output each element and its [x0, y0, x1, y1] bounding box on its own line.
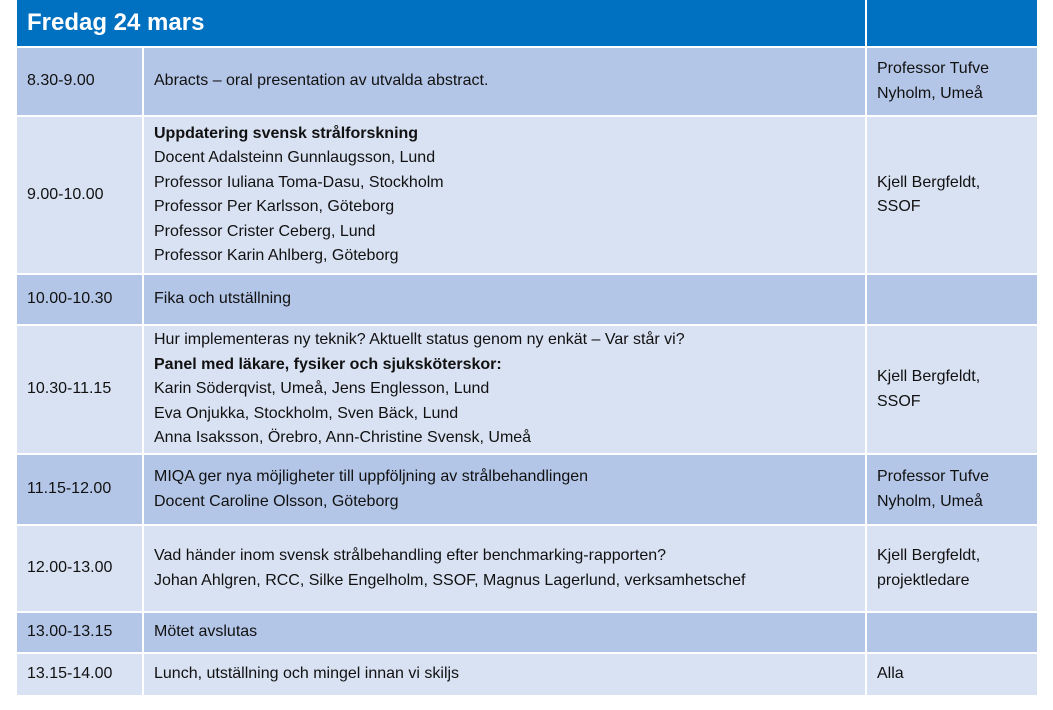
moderator-cell: [867, 654, 1037, 695]
table-row: [17, 48, 1037, 117]
moderator-line: Professor Tufve: [877, 468, 990, 485]
moderator-cell: [867, 613, 1037, 652]
topic-cell: [144, 455, 867, 524]
moderator-line: Alla: [877, 665, 904, 683]
moderator-line: Kjell Bergfeldt,: [877, 368, 981, 385]
moderator-line: projektledare: [877, 571, 970, 589]
moderator-line: Nyholm, Umeå: [877, 492, 983, 510]
time-cell: 9.00-10.00: [17, 117, 144, 273]
table-row: [17, 654, 1037, 695]
topic-line: Docent Adalsteinn Gunnlaugsson, Lund: [154, 149, 436, 166]
topic-heading: Uppdatering svensk strålforskning: [154, 124, 419, 142]
topic-line: Anna Isaksson, Örebro, Ann-Christine Svensk, Umeå: [154, 429, 532, 447]
header-empty-cell: [867, 0, 1037, 46]
table-header: [17, 0, 1037, 48]
topic-line: Docent Caroline Olsson, Göteborg: [154, 492, 399, 510]
topic-line: Karin Söderqvist, Umeå, Jens Englesson, Lund: [154, 380, 490, 398]
topic-cell: [144, 526, 867, 611]
time-cell: 12.00-13.00: [17, 526, 144, 611]
time-cell: 13.00-13.15: [17, 613, 144, 652]
topic-line: Johan Ahlgren, RCC, Silke Engelholm, SSOF, Magnus Lagerlund, verksamhetschef: [154, 571, 746, 589]
topic-line: Abracts – oral presentation av utvalda abstract.: [154, 72, 489, 90]
moderator-line: Nyholm, Umeå: [877, 84, 983, 102]
time-cell: 11.15-12.00: [17, 455, 144, 524]
schedule-table: [17, 0, 1037, 695]
day-title: Fredag 24 mars: [17, 0, 867, 46]
moderator-cell: [867, 275, 1037, 324]
table-row: [17, 526, 1037, 613]
topic-line: Professor Crister Ceberg, Lund: [154, 222, 376, 240]
topic-cell: [144, 613, 867, 652]
moderator-cell: [867, 48, 1037, 115]
topic-line: Professor Karin Ahlberg, Göteborg: [154, 247, 399, 264]
topic-cell: [144, 326, 867, 453]
moderator-cell: [867, 117, 1037, 273]
topic-line: Vad händer inom svensk strålbehandling efter benchmarking-rapporten?: [154, 547, 667, 564]
moderator-cell: [867, 455, 1037, 524]
topic-cell: [144, 654, 867, 695]
moderator-line: Kjell Bergfeldt,: [877, 173, 981, 191]
moderator-line: Kjell Bergfeldt,: [877, 547, 981, 564]
moderator-cell: [867, 526, 1037, 611]
table-row: [17, 326, 1037, 455]
topic-line: Professor Per Karlsson, Göteborg: [154, 198, 395, 215]
topic-line: Lunch, utställning och mingel innan vi skiljs: [154, 665, 460, 683]
moderator-line: SSOF: [877, 198, 921, 215]
topic-line: Hur implementeras ny teknik? Aktuellt status genom ny enkät – Var står vi?: [154, 331, 685, 349]
topic-cell: [144, 275, 867, 324]
time-cell: 8.30-9.00: [17, 48, 144, 115]
topic-line: Professor Iuliana Toma-Dasu, Stockholm: [154, 173, 444, 191]
time-cell: 10.00-10.30: [17, 275, 144, 324]
table-row: [17, 613, 1037, 654]
table-row: [17, 275, 1037, 326]
topic-line: Eva Onjukka, Stockholm, Sven Bäck, Lund: [154, 404, 459, 422]
time-cell: 10.30-11.15: [17, 326, 144, 453]
topic-line: MIQA ger nya möjligheter till uppföljning av strålbehandlingen: [154, 468, 589, 485]
topic-line: Mötet avslutas: [154, 623, 258, 641]
topic-line: Fika och utställning: [154, 290, 291, 308]
moderator-line: Professor Tufve: [877, 60, 990, 77]
topic-heading: Panel med läkare, fysiker och sjuksköterskor:: [154, 355, 502, 373]
table-row: [17, 455, 1037, 526]
topic-cell: [144, 117, 867, 273]
moderator-cell: [867, 326, 1037, 453]
time-cell: 13.15-14.00: [17, 654, 144, 695]
topic-cell: [144, 48, 867, 115]
table-row: [17, 117, 1037, 275]
moderator-line: SSOF: [877, 392, 921, 410]
